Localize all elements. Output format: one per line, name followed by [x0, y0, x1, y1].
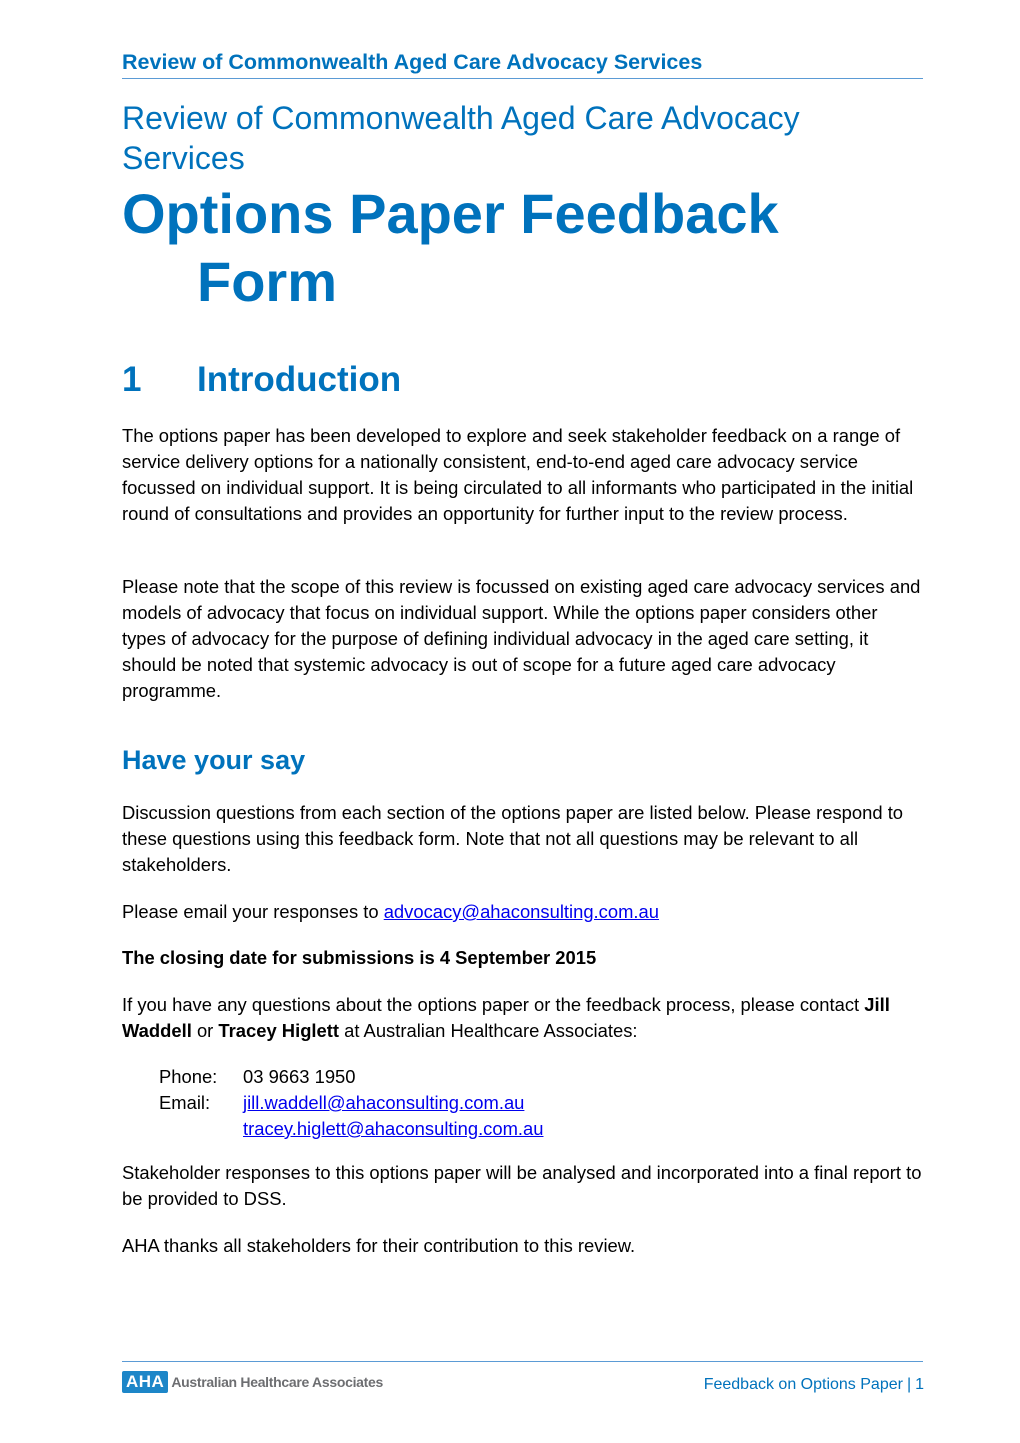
have-your-say-heading: Have your say — [122, 745, 306, 775]
footer-separator: | — [906, 1376, 912, 1393]
phone-label: Phone: — [159, 1066, 218, 1087]
page-number: 1 — [915, 1376, 924, 1393]
section-number: 1 — [122, 360, 142, 399]
closing-date: The closing date for submissions is 4 September 2015 — [122, 947, 597, 968]
title-line-2: Form — [197, 250, 337, 313]
footer-doc-label: Feedback on Options Paper — [703, 1376, 903, 1393]
contact-intro: If you have any questions about the options paper or the feedback process, please contact — [122, 994, 865, 1015]
aha-logo — [122, 1371, 383, 1393]
contact-org: at Australian Healthcare Associates: — [339, 1020, 638, 1041]
running-header: Review of Commonwealth Aged Care Advocacy Services — [122, 50, 923, 79]
email-row-2 — [159, 1116, 543, 1142]
advocacy-email-link[interactable]: advocacy@ahaconsulting.com.au — [383, 901, 659, 922]
contact-details — [159, 1064, 543, 1142]
jill-email-link[interactable]: jill.waddell@ahaconsulting.com.au — [243, 1092, 525, 1113]
phone-row — [159, 1064, 543, 1090]
intro-paragraph-1: The options paper has been developed to explore and seek stakeholder feedback on a range of service delivery options for a nationally consistent, end-to-end aged care advocacy service focussed on individual support. It is being circulated to all informants who participated in the initial round of consultations and provides an opportunity for further input to the review process. — [122, 425, 914, 524]
tracey-email-link[interactable]: tracey.higlett@ahaconsulting.com.au — [243, 1118, 544, 1139]
document-title — [122, 180, 922, 316]
email-prefix: Please email your responses to — [122, 901, 384, 922]
title-line-1: Options Paper Feedback — [122, 182, 779, 245]
contact-name-jill: Jill Waddell — [122, 994, 890, 1041]
discussion-paragraph: Discussion questions from each section of the options paper are listed below. Please respond to these questions using this feedback form. Note that not all questions may be relevant to all stakeholders. — [122, 802, 904, 875]
thanks-paragraph: AHA thanks all stakeholders for their contribution to this review. — [122, 1235, 636, 1256]
analysis-paragraph: Stakeholder responses to this options paper will be analysed and incorporated into a final report to be provided to DSS. — [122, 1162, 922, 1209]
email-paragraph — [122, 899, 923, 925]
email-label-spacer — [159, 1116, 243, 1142]
email-label: Email: — [159, 1092, 211, 1113]
aha-logo-text: Australian Healthcare Associates — [171, 1374, 383, 1390]
aha-logo-mark: AHA — [122, 1371, 168, 1393]
email-row-1 — [159, 1090, 543, 1116]
phone-value: 03 9663 1950 — [243, 1066, 356, 1087]
contact-name-tracey: Tracey Higlett — [218, 1020, 340, 1041]
contact-or: or — [191, 1020, 219, 1041]
document-subtitle: Review of Commonwealth Aged Care Advocacy Services — [122, 100, 800, 176]
intro-paragraph-2: Please note that the scope of this review is focussed on existing aged care advocacy services and models of advocacy that focus on individual support. While the options paper considers other types of advocacy for the purpose of defining individual advocacy in the aged care setting, it should be noted that systemic advocacy is out of scope for a future aged care advocacy programme. — [122, 576, 921, 701]
footer-page-label — [704, 1376, 924, 1394]
contact-paragraph — [122, 992, 923, 1044]
section-title: Introduction — [197, 360, 402, 399]
footer-rule — [122, 1361, 923, 1362]
section-heading-introduction — [122, 360, 401, 400]
